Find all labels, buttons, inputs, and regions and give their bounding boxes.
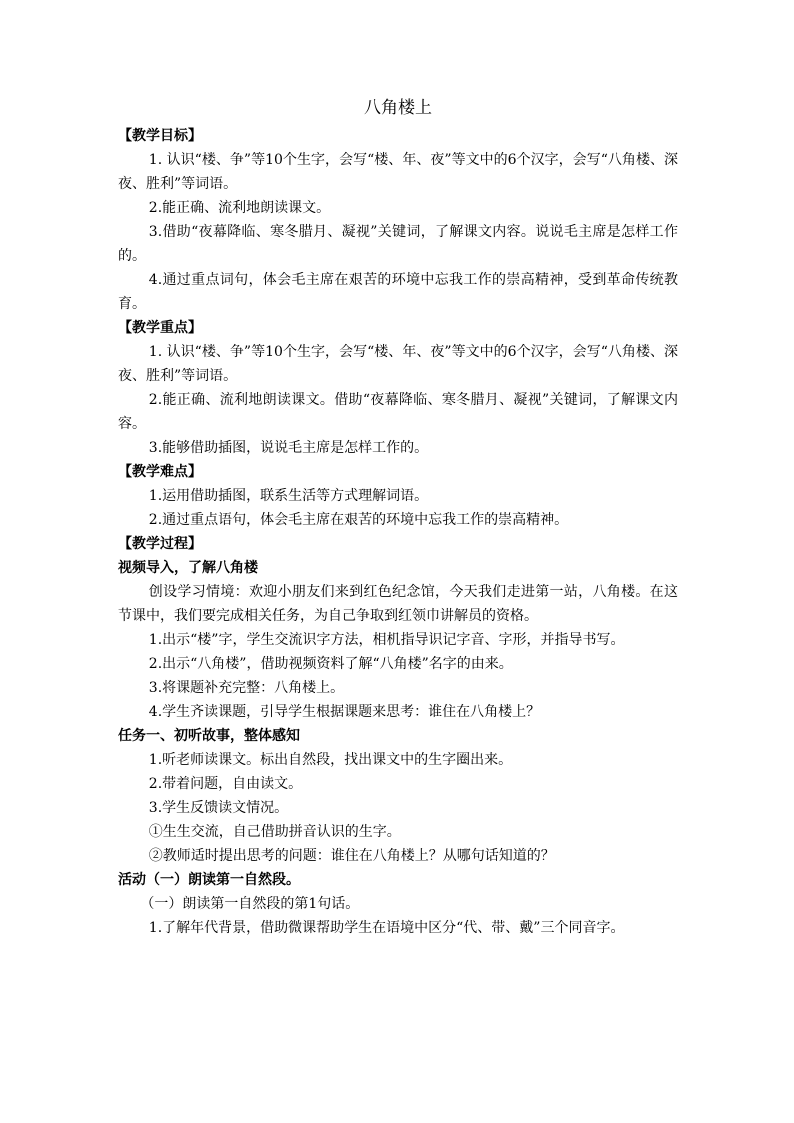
section-heading: 【教学难点】 xyxy=(118,464,202,480)
paragraph: ①生生交流，自己借助拼音认识的生字。 xyxy=(148,824,401,840)
paragraph: 1. 认识“楼、争”等10个生字，会写“楼、年、夜”等文中的6个汉字，会写“八角楼、深夜、胜利”等词语。 xyxy=(118,344,678,384)
paragraph: （一）朗读第一自然段的第1句话。 xyxy=(140,896,360,912)
paragraph: 1.了解年代背景，借助微课帮助学生在语境中区分“代、带、戴”三个同音字。 xyxy=(148,920,625,936)
paragraph: 3.学生反馈读文情况。 xyxy=(148,800,289,816)
document-page xyxy=(118,96,678,940)
paragraph: 3.能够借助插图，说说毛主席是怎样工作的。 xyxy=(148,440,429,456)
section-heading: 任务一、初听故事，整体感知 xyxy=(118,728,300,744)
paragraph: 1.运用借助插图，联系生活等方式理解词语。 xyxy=(148,488,429,504)
paragraph: 4.通过重点词句，体会毛主席在艰苦的环境中忘我工作的崇高精神，受到革命传统教育。 xyxy=(118,272,678,312)
section-heading: 【教学重点】 xyxy=(118,320,202,336)
paragraph: 2.能正确、流利地朗读课文。借助“夜幕降临、寒冬腊月、凝视”关键词，了解课文内容。 xyxy=(118,392,678,432)
paragraph: 创设学习情境：欢迎小朋友们来到红色纪念馆，今天我们走进第一站，八角楼。在这节课中，我们要完成相关任务，为自己争取到红领巾讲解员的资格。 xyxy=(118,584,678,624)
paragraph: 1.听老师读课文。标出自然段，找出课文中的生字圈出来。 xyxy=(148,752,513,768)
paragraph: 3.将课题补充完整：八角楼上。 xyxy=(148,680,345,696)
section-heading: 视频导入，了解八角楼 xyxy=(118,560,258,576)
paragraph: ②教师适时提出思考的问题：谁住在八角楼上？从哪句话知道的？ xyxy=(148,848,555,864)
paragraph: 1.出示“楼”字，学生交流识字方法，相机指导识记字音、字形，并指导书写。 xyxy=(148,632,625,648)
paragraph: 4.学生齐读课题，引导学生根据课题来思考：谁住在八角楼上？ xyxy=(148,704,541,720)
section-heading: 活动（一）朗读第一自然段。 xyxy=(118,872,300,888)
paragraph: 2.通过重点语句，体会毛主席在艰苦的环境中忘我工作的崇高精神。 xyxy=(148,512,569,528)
paragraph: 1. 认识“楼、争”等10个生字，会写“楼、年、夜”等文中的6个汉字，会写“八角楼、深夜、胜利”等词语。 xyxy=(118,152,678,192)
document-title: 八角楼上 xyxy=(364,98,432,118)
section-heading: 【教学过程】 xyxy=(118,536,202,552)
document-body xyxy=(118,124,678,940)
paragraph: 2.能正确、流利地朗读课文。 xyxy=(148,200,331,216)
paragraph: 2.出示“八角楼”，借助视频资料了解“八角楼”名字的由来。 xyxy=(148,656,513,672)
paragraph: 2.带着问题，自由读文。 xyxy=(148,776,303,792)
section-heading: 【教学目标】 xyxy=(118,128,202,144)
paragraph: 3.借助“夜幕降临、寒冬腊月、凝视”关键词，了解课文内容。说说毛主席是怎样工作的。 xyxy=(118,224,678,264)
